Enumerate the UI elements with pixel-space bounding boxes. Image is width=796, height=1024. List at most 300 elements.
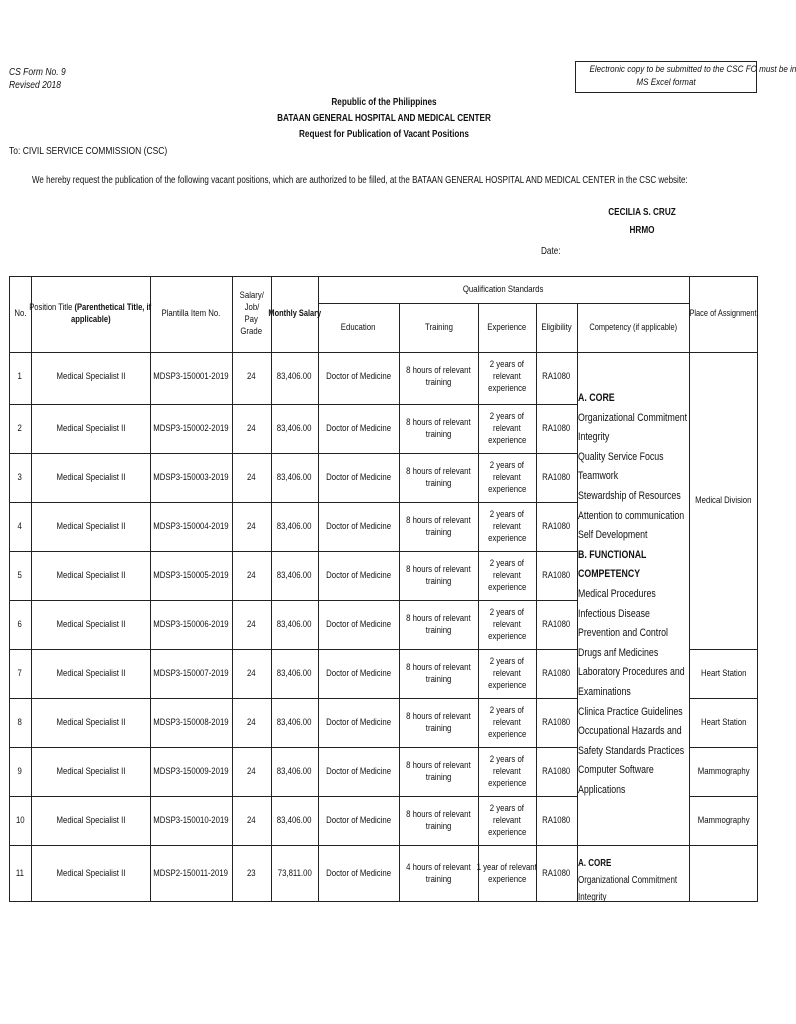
row-salary-grade — [232, 747, 271, 796]
row-experience-line: relevant — [493, 814, 521, 826]
header-request: Request for Publication of Vacant Positions — [299, 129, 469, 140]
row-experience-line: relevant — [493, 618, 521, 630]
header-monthly-salary-line: Monthly Salary — [268, 308, 321, 319]
header-position — [31, 276, 150, 352]
competency-item: Integrity — [578, 431, 610, 444]
row-eligibility — [536, 502, 577, 551]
row-monthly-salary — [271, 845, 318, 902]
competency-item: COMPETENCY — [578, 568, 641, 581]
row-position-line: Medical Specialist II — [56, 618, 125, 630]
intro-paragraph: We hereby request the publication of the following vacant positions, which are authorized to be filled, at the BATAAN GENERAL HOSPITAL AND MEDICAL CENTER in the CSC website: — [32, 175, 688, 186]
competency-item: Attention to communication — [578, 509, 685, 522]
header-monthly-salary — [268, 276, 321, 352]
row-training-line: 8 hours of relevant — [406, 808, 471, 820]
row-no — [9, 845, 31, 902]
competency-item: A. CORE — [578, 392, 615, 404]
row-plantilla-item-line: MDSP3-150010-2019 — [153, 814, 229, 826]
row-no — [9, 649, 31, 698]
header-no — [9, 276, 31, 352]
note-line-1: Electronic copy to be submitted to the CSC FO must be in — [589, 64, 796, 75]
row-monthly-salary-line: 83,406.00 — [277, 569, 312, 581]
row-experience-line: experience — [487, 581, 527, 593]
row-eligibility — [536, 698, 577, 747]
row-plantilla-item — [150, 600, 232, 649]
row-position-line: Medical Specialist II — [56, 867, 125, 879]
form-code: CS Form No. 9 — [9, 67, 66, 78]
header-position-line: Position Title (Parenthetical Title, if — [29, 302, 152, 313]
row-no-line: 4 — [17, 520, 23, 532]
row-position — [31, 649, 150, 698]
row-position — [31, 845, 150, 902]
row-experience — [478, 796, 536, 845]
row-position — [31, 453, 150, 502]
row-no-line: 3 — [17, 471, 23, 483]
row-eligibility — [536, 845, 577, 902]
competency-item: Examinations — [578, 685, 631, 698]
row-education — [318, 453, 399, 502]
competency-item: Self Development — [578, 529, 648, 542]
row-plantilla-item-line: MDSP3-150009-2019 — [153, 765, 229, 777]
signatory-title: HRMO — [629, 225, 655, 236]
row-experience-line: relevant — [493, 667, 521, 679]
competency-item: Infectious Disease — [578, 607, 650, 620]
row-training — [399, 502, 478, 551]
competency-item: Prevention and Control — [578, 627, 669, 640]
competency-item: Quality Service Focus — [578, 450, 664, 463]
row-training-line: training — [425, 771, 452, 783]
competency-item: Medical Procedures — [578, 587, 656, 600]
header-experience — [478, 303, 536, 352]
row-experience — [478, 698, 536, 747]
row-training — [399, 600, 478, 649]
row-training — [399, 649, 478, 698]
row-experience — [478, 551, 536, 600]
row-monthly-salary — [271, 698, 318, 747]
row-experience-line: 2 years of — [489, 459, 525, 471]
header-position-line: applicable) — [70, 314, 111, 325]
row-training-line: 4 hours of relevant — [406, 861, 471, 873]
row-plantilla-item — [150, 453, 232, 502]
row-salary-grade — [232, 845, 271, 902]
row-experience-line: relevant — [493, 716, 521, 728]
row-monthly-salary-line: 83,406.00 — [277, 422, 312, 434]
row-no — [9, 453, 31, 502]
vacant-positions-table — [9, 276, 758, 902]
row-eligibility-line: RA1080 — [542, 867, 571, 879]
row-monthly-salary — [271, 600, 318, 649]
row-position-line: Medical Specialist II — [56, 422, 125, 434]
row-plantilla-item — [150, 551, 232, 600]
row-education — [318, 551, 399, 600]
competency-item: Integrity — [578, 892, 607, 903]
row-salary-grade — [232, 796, 271, 845]
row-place-line: Heart Station — [700, 667, 747, 679]
row-training-line: 8 hours of relevant — [406, 514, 471, 526]
header-competency-line: Competency (if applicable) — [589, 321, 677, 333]
row-experience-line: experience — [487, 777, 527, 789]
competency-item: A. CORE — [578, 858, 612, 869]
header-hospital: BATAAN GENERAL HOSPITAL AND MEDICAL CENTER — [277, 113, 491, 124]
row-plantilla-item — [150, 404, 232, 453]
row-training-line: training — [425, 873, 452, 885]
competency-item: Occupational Hazards and — [578, 725, 682, 738]
row-plantilla-item — [150, 649, 232, 698]
row-no — [9, 551, 31, 600]
row-experience-line: relevant — [493, 370, 521, 382]
row-experience-line: 2 years of — [489, 802, 525, 814]
header-qualification — [318, 276, 689, 303]
row-eligibility-line: RA1080 — [542, 814, 571, 826]
row-monthly-salary — [271, 796, 318, 845]
row-no-line: 10 — [15, 814, 25, 826]
row-education-line: Doctor of Medicine — [326, 370, 391, 382]
row-position — [31, 796, 150, 845]
row-plantilla-item-line: MDSP3-150003-2019 — [153, 471, 229, 483]
row-training — [399, 796, 478, 845]
row-training — [399, 352, 478, 401]
row-no-line: 11 — [15, 867, 25, 879]
row-education — [318, 600, 399, 649]
row-education-line: Doctor of Medicine — [326, 814, 391, 826]
row-experience-line: 2 years of — [489, 410, 525, 422]
row-plantilla-item-line: MDSP2-150011-2019 — [153, 867, 229, 879]
row-training-line: 8 hours of relevant — [406, 465, 471, 477]
row-experience — [478, 747, 536, 796]
row-education — [318, 747, 399, 796]
header-competency — [577, 303, 689, 352]
row-monthly-salary-line: 83,406.00 — [277, 520, 312, 532]
row-experience-line: experience — [487, 483, 527, 495]
row-eligibility — [536, 796, 577, 845]
row-experience-line: experience — [487, 728, 527, 740]
row-experience-line: 2 years of — [489, 655, 525, 667]
row-salary-grade-line: 24 — [247, 520, 256, 532]
row-salary-grade — [232, 352, 271, 401]
row-position — [31, 404, 150, 453]
row-monthly-salary-line: 83,406.00 — [277, 814, 312, 826]
header-plantilla-line: Plantilla Item No. — [161, 308, 221, 319]
table-rule — [577, 845, 758, 846]
row-education — [318, 502, 399, 551]
header-salary-grade-line: Grade — [240, 326, 263, 337]
header-salary-grade — [232, 276, 271, 352]
row-plantilla-item-line: MDSP3-150007-2019 — [153, 667, 229, 679]
header-qualification-line: Qualification Standards — [463, 283, 544, 295]
row-plantilla-item — [150, 845, 232, 902]
row-no-line: 6 — [17, 618, 23, 630]
note-line-2: MS Excel format — [636, 77, 696, 88]
row-training-line: 8 hours of relevant — [406, 364, 471, 376]
row-training-line: 8 hours of relevant — [406, 661, 471, 673]
row-monthly-salary — [271, 404, 318, 453]
header-salary-grade-line: Pay — [244, 314, 259, 325]
row-monthly-salary-line: 73,811.00 — [277, 867, 312, 879]
row-salary-grade-line: 23 — [247, 867, 256, 879]
row-position-line: Medical Specialist II — [56, 370, 125, 382]
header-salary-grade-line: Job/ — [244, 302, 259, 313]
row-experience-line: experience — [487, 679, 527, 691]
row-experience-line: 2 years of — [489, 704, 525, 716]
row-salary-grade — [232, 404, 271, 453]
row-training — [399, 845, 478, 902]
header-education — [318, 303, 399, 352]
row-position — [31, 698, 150, 747]
header-place — [689, 276, 758, 352]
row-place — [689, 796, 758, 845]
row-education — [318, 352, 399, 401]
row-monthly-salary — [271, 453, 318, 502]
row-position — [31, 551, 150, 600]
row-position-line: Medical Specialist II — [56, 667, 125, 679]
row-education-line: Doctor of Medicine — [326, 765, 391, 777]
row-training — [399, 698, 478, 747]
row-monthly-salary — [271, 649, 318, 698]
row-position — [31, 600, 150, 649]
row-experience — [478, 845, 536, 902]
row-training-line: training — [425, 673, 452, 685]
row-experience-line: 2 years of — [489, 606, 525, 618]
row-no-line: 2 — [17, 422, 23, 434]
row-eligibility — [536, 600, 577, 649]
row-eligibility-line: RA1080 — [542, 618, 571, 630]
competency-list-row11 — [578, 855, 702, 901]
row-plantilla-item-line: MDSP3-150005-2019 — [153, 569, 229, 581]
row-eligibility — [536, 352, 577, 401]
row-education-line: Doctor of Medicine — [326, 520, 391, 532]
row-experience — [478, 649, 536, 698]
row-place-line: Mammography — [697, 765, 750, 777]
header-training-line: Training — [424, 321, 453, 333]
header-plantilla — [150, 276, 232, 352]
header-eligibility-line: Eligibility — [541, 321, 572, 333]
row-experience — [478, 404, 536, 453]
row-training-line: training — [425, 376, 452, 388]
competency-list — [578, 389, 714, 800]
row-monthly-salary-line: 83,406.00 — [277, 471, 312, 483]
recipient: To: CIVIL SERVICE COMMISSION (CSC) — [9, 146, 168, 157]
row-no — [9, 796, 31, 845]
row-salary-grade — [232, 502, 271, 551]
row-no — [9, 600, 31, 649]
row-no — [9, 502, 31, 551]
row-position-line: Medical Specialist II — [56, 471, 125, 483]
row-monthly-salary-line: 83,406.00 — [277, 667, 312, 679]
row-experience-line: experience — [487, 434, 527, 446]
competency-item: Applications — [578, 783, 626, 796]
header-no-line: No. — [13, 308, 27, 319]
row-education — [318, 845, 399, 902]
header-training — [399, 303, 478, 352]
competency-item: Drugs anf Medicines — [578, 646, 659, 659]
row-monthly-salary — [271, 551, 318, 600]
row-salary-grade — [232, 551, 271, 600]
row-salary-grade-line: 24 — [247, 618, 256, 630]
row-plantilla-item-line: MDSP3-150002-2019 — [153, 422, 229, 434]
row-position-line: Medical Specialist II — [56, 765, 125, 777]
row-position — [31, 352, 150, 401]
row-plantilla-item-line: MDSP3-150004-2019 — [153, 520, 229, 532]
row-salary-grade-line: 24 — [247, 471, 256, 483]
header-place-line: Place of Assignment — [689, 308, 758, 319]
row-no-line: 1 — [17, 370, 23, 382]
row-salary-grade — [232, 698, 271, 747]
row-training-line: 8 hours of relevant — [406, 612, 471, 624]
row-no-line: 8 — [17, 716, 23, 728]
row-eligibility-line: RA1080 — [542, 422, 571, 434]
row-eligibility-line: RA1080 — [542, 569, 571, 581]
row-experience-line: 2 years of — [489, 557, 525, 569]
row-monthly-salary — [271, 502, 318, 551]
competency-item: Stewardship of Resources — [578, 489, 681, 502]
row-position — [31, 502, 150, 551]
row-education — [318, 649, 399, 698]
row-eligibility-line: RA1080 — [542, 716, 571, 728]
row-no — [9, 352, 31, 401]
row-training-line: 8 hours of relevant — [406, 563, 471, 575]
competency-item: B. FUNCTIONAL — [578, 548, 647, 561]
row-monthly-salary-line: 83,406.00 — [277, 618, 312, 630]
row-experience-line: 2 years of — [489, 753, 525, 765]
date-field[interactable] — [569, 258, 759, 259]
document-header — [234, 95, 534, 143]
row-position-line: Medical Specialist II — [56, 520, 125, 532]
row-salary-grade-line: 24 — [247, 667, 256, 679]
competency-item: Organizational Commitment — [578, 875, 678, 886]
row-position — [31, 747, 150, 796]
row-no — [9, 747, 31, 796]
row-salary-grade — [232, 453, 271, 502]
row-education-line: Doctor of Medicine — [326, 471, 391, 483]
row-position-line: Medical Specialist II — [56, 569, 125, 581]
row-training-line: 8 hours of relevant — [406, 710, 471, 722]
row-experience-line: 2 years of — [489, 508, 525, 520]
row-experience-line: relevant — [493, 765, 521, 777]
row-training-line: 8 hours of relevant — [406, 759, 471, 771]
row-plantilla-item — [150, 747, 232, 796]
row-salary-grade-line: 24 — [247, 814, 256, 826]
competency-item: Organizational Commitment — [578, 411, 688, 424]
row-eligibility-line: RA1080 — [542, 370, 571, 382]
row-no — [9, 698, 31, 747]
row-plantilla-item — [150, 698, 232, 747]
row-experience — [478, 352, 536, 401]
signatory-name: CECILIA S. CRUZ — [608, 207, 676, 218]
row-eligibility — [536, 453, 577, 502]
row-plantilla-item-line: MDSP3-150006-2019 — [153, 618, 229, 630]
row-experience-line: relevant — [493, 569, 521, 581]
row-experience-line: relevant — [493, 520, 521, 532]
row-training-line: training — [425, 624, 452, 636]
row-plantilla-item — [150, 352, 232, 401]
row-experience-line: experience — [487, 532, 527, 544]
row-eligibility — [536, 747, 577, 796]
row-plantilla-item-line: MDSP3-150008-2019 — [153, 716, 229, 728]
row-eligibility-line: RA1080 — [542, 520, 571, 532]
row-plantilla-item — [150, 796, 232, 845]
row-eligibility-line: RA1080 — [542, 667, 571, 679]
row-training-line: training — [425, 820, 452, 832]
row-place-line: Mammography — [697, 814, 750, 826]
row-education — [318, 404, 399, 453]
row-experience-line: experience — [487, 630, 527, 642]
row-experience — [478, 453, 536, 502]
row-education-line: Doctor of Medicine — [326, 422, 391, 434]
row-no-line: 9 — [17, 765, 23, 777]
row-monthly-salary-line: 83,406.00 — [277, 370, 312, 382]
row-education — [318, 698, 399, 747]
row-training-line: training — [425, 575, 452, 587]
row-position-line: Medical Specialist II — [56, 814, 125, 826]
place-medical-division-line: Medical Division — [695, 494, 752, 506]
row-place-line: Heart Station — [700, 716, 747, 728]
competency-item: Safety Standards Practices — [578, 744, 685, 757]
row-training-line: training — [425, 477, 452, 489]
row-salary-grade-line: 24 — [247, 716, 256, 728]
row-salary-grade-line: 24 — [247, 765, 256, 777]
row-eligibility — [536, 649, 577, 698]
row-experience-line: experience — [487, 873, 527, 885]
row-education — [318, 796, 399, 845]
row-eligibility — [536, 404, 577, 453]
row-training — [399, 551, 478, 600]
electronic-copy-note — [575, 61, 796, 93]
row-education-line: Doctor of Medicine — [326, 667, 391, 679]
row-experience — [478, 600, 536, 649]
row-experience — [478, 502, 536, 551]
row-training-line: 8 hours of relevant — [406, 416, 471, 428]
competency-item: Computer Software — [578, 764, 654, 777]
row-experience-line: relevant — [493, 422, 521, 434]
header-salary-grade-line: Salary/ — [239, 290, 264, 301]
row-eligibility-line: RA1080 — [542, 765, 571, 777]
row-experience-line: experience — [487, 826, 527, 838]
row-monthly-salary — [271, 352, 318, 401]
row-training — [399, 747, 478, 796]
row-training — [399, 453, 478, 502]
row-salary-grade — [232, 649, 271, 698]
row-position-line: Medical Specialist II — [56, 716, 125, 728]
row-monthly-salary-line: 83,406.00 — [277, 716, 312, 728]
row-salary-grade — [232, 600, 271, 649]
row-education-line: Doctor of Medicine — [326, 867, 391, 879]
competency-item: Laboratory Procedures and — [578, 666, 685, 679]
row-training-line: training — [425, 526, 452, 538]
header-experience-line: Experience — [487, 321, 527, 333]
row-salary-grade-line: 24 — [247, 422, 256, 434]
form-revised: Revised 2018 — [9, 80, 61, 91]
row-salary-grade-line: 24 — [247, 569, 256, 581]
row-no-line: 7 — [17, 667, 23, 679]
row-no — [9, 404, 31, 453]
row-experience-line: experience — [487, 382, 527, 394]
row-training — [399, 404, 478, 453]
row-experience-line: 2 years of — [489, 358, 525, 370]
row-eligibility — [536, 551, 577, 600]
row-experience-line: relevant — [493, 471, 521, 483]
row-education-line: Doctor of Medicine — [326, 716, 391, 728]
row-no-line: 5 — [17, 569, 23, 581]
row-salary-grade-line: 24 — [247, 370, 256, 382]
header-republic: Republic of the Philippines — [331, 97, 437, 108]
row-monthly-salary — [271, 747, 318, 796]
header-education-line: Education — [341, 321, 376, 333]
row-education-line: Doctor of Medicine — [326, 569, 391, 581]
row-monthly-salary-line: 83,406.00 — [277, 765, 312, 777]
header-eligibility — [536, 303, 577, 352]
date-label: Date: — [541, 246, 561, 257]
row-education-line: Doctor of Medicine — [326, 618, 391, 630]
row-plantilla-item — [150, 502, 232, 551]
